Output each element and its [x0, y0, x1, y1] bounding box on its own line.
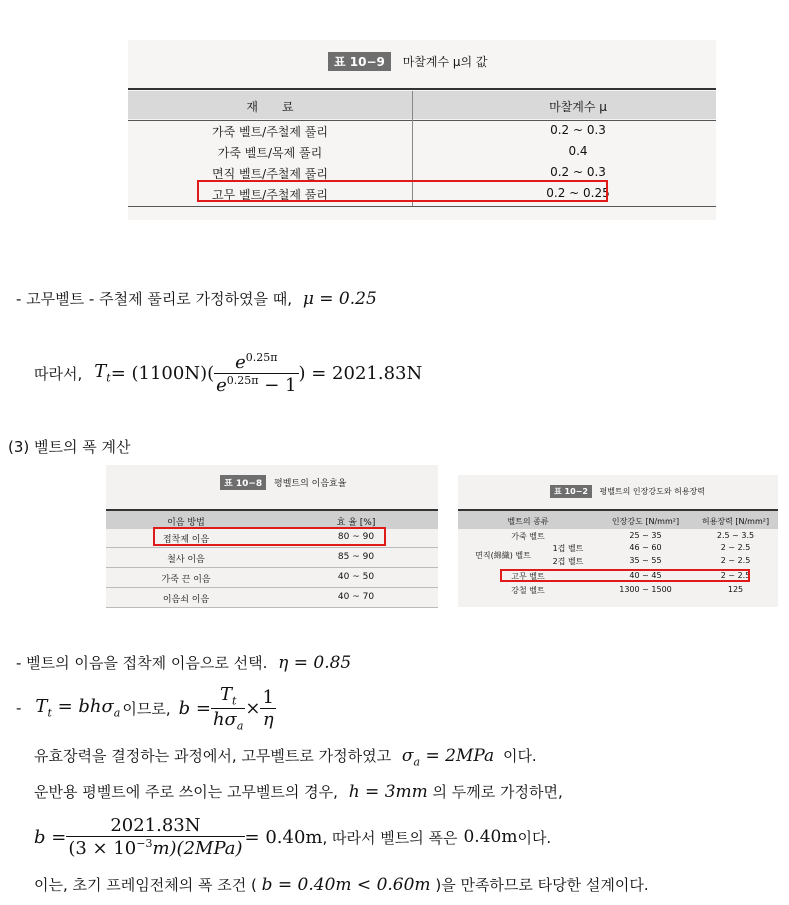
formula-connector: 이므로,: [122, 699, 171, 718]
table-title: 마찰계수 μ의 값: [402, 55, 488, 69]
table-10-2: [458, 475, 778, 607]
table-row: [128, 144, 716, 165]
eq-lhs: = (1100N)(: [110, 362, 215, 384]
group-label: 면직(綿織) 벨트: [475, 551, 531, 560]
fraction-denominator: $h\sigma_a$: [212, 708, 244, 733]
effective-tension-text: 유효장력을 결정하는 과정에서, 고무벨트로 가정하였고: [34, 747, 392, 765]
cell-allow: 2 ~ 2.5: [720, 543, 751, 552]
b-lhs-2: b =: [34, 826, 67, 848]
cell-method: 철사 이음: [167, 555, 205, 565]
width-calc-line: [34, 810, 551, 864]
table-row: [458, 585, 778, 597]
cell-sub: 2겹 벨트: [552, 557, 584, 566]
table-top-rule: [128, 88, 716, 90]
assumption-line: [16, 288, 377, 309]
table-header: [106, 509, 438, 529]
fraction-numerator: 1: [262, 686, 274, 708]
cell-mu: 0.4: [568, 144, 588, 158]
final-check-end: )을 만족하므로 타당한 설계이다.: [435, 876, 649, 894]
tension-equation: [34, 345, 422, 401]
table-title: 평벨트의 인장강도와 허용장력: [599, 487, 706, 496]
table-badge: 표 10−9: [328, 52, 391, 71]
fraction-numerator: $T_t$: [211, 684, 245, 709]
thickness-end: 의 두께로 가정하면,: [432, 783, 563, 801]
table-row: [458, 543, 778, 555]
fraction-denominator: η: [262, 708, 274, 730]
cell-strength: 46 ~ 60: [629, 543, 662, 552]
table-header: [458, 509, 778, 529]
mu-value: μ = 0.25: [302, 289, 377, 309]
table-badge: 표 10−2: [550, 485, 592, 498]
final-check-line: [34, 874, 649, 895]
b-lhs: b =: [178, 697, 211, 719]
final-check-text: 이는, 초기 프레임전체의 폭 조건 (: [34, 876, 257, 894]
width-formula-line: [16, 684, 276, 732]
join-selection-text: - 벨트의 이음을 접착제 이음으로 선택.: [16, 654, 268, 672]
times-sign: ×: [245, 697, 261, 719]
assumption-text: - 고무벨트 - 주철제 풀리로 가정하였을 때,: [16, 290, 293, 308]
table-header: [128, 91, 716, 119]
header-kind: 벨트의 종류: [507, 517, 549, 526]
cell-material: 가죽 벨트/목제 풀리: [217, 146, 323, 160]
fraction-denominator: $(3 \times 10^{-3}m)(2MPa)$: [68, 837, 243, 859]
join-selection-line: [16, 652, 351, 673]
cell-method: 이음쇠 이음: [162, 595, 210, 605]
cell-allow: 2.5 ~ 3.5: [716, 531, 755, 540]
eta-fraction: [260, 687, 275, 730]
cell-allow: 125: [727, 585, 744, 594]
cell-material: 면직 벨트/주철제 풀리: [211, 167, 328, 181]
cell-method: 가죽 끈 이음: [161, 575, 211, 585]
table-row: [106, 567, 438, 588]
cell-strength: 40 ~ 45: [629, 571, 662, 580]
cell-mu: 0.2 ~ 0.25: [546, 186, 610, 200]
cell-method: 접착제 이음: [162, 535, 210, 545]
eq-result: ) = 2021.83N: [298, 362, 423, 384]
highlight-box-adhesive: [153, 527, 386, 546]
width-condition: b = 0.40m < 0.60m: [261, 875, 431, 895]
cell-strength: 1300 ~ 1500: [619, 585, 672, 594]
cell-kind: 고무 벨트: [511, 572, 545, 581]
eta-value: η = 0.85: [278, 653, 352, 673]
section-heading-3: (3) 벨트의 폭 계산: [8, 438, 131, 456]
table-caption: [328, 52, 488, 71]
table-row: [128, 123, 716, 144]
highlight-box-rubber-belt-2: [500, 569, 750, 582]
table-title: 평벨트의 이음효율: [274, 479, 347, 489]
effective-tension-end: 이다.: [502, 747, 537, 765]
table-badge: 표 10−8: [220, 475, 266, 490]
cell-mu: 0.2 ~ 0.3: [550, 123, 606, 137]
header-rule: [128, 120, 716, 121]
tension-fraction: [211, 684, 245, 732]
table-caption: [550, 485, 705, 498]
thickness-line: [34, 781, 563, 802]
cell-kind: 가죽 벨트: [511, 532, 545, 541]
header-mu: 마찰계수 μ: [549, 100, 607, 114]
cell-material: 가죽 벨트/주철제 풀리: [211, 125, 328, 139]
cell-eff: 85 ~ 90: [337, 552, 375, 562]
cell-allow: 2 ~ 2.5: [720, 556, 751, 565]
cell-strength: 25 ~ 35: [629, 531, 662, 540]
table-row: [106, 587, 438, 608]
width-fraction: [66, 815, 244, 859]
width-value: 0.40m: [463, 827, 518, 847]
cell-eff: 40 ~ 50: [337, 572, 375, 582]
header-efficiency: 효 율 [%]: [336, 518, 376, 528]
header-allow: 허용장력 [N/mm²]: [701, 517, 770, 526]
tension-relation: $T_t = bh\sigma_a$: [35, 696, 121, 720]
cell-allow: 2 ~ 2.5: [720, 571, 751, 580]
table-caption: [220, 475, 346, 490]
tt-symbol: $T_t$: [94, 361, 111, 385]
cell-material: 고무 벨트/주철제 풀리: [211, 188, 328, 202]
fraction-denominator: $e^{0.25\pi} - 1$: [216, 373, 297, 396]
header-material: 재 료: [246, 100, 294, 114]
therefore-label: 따라서,: [34, 364, 83, 383]
cell-eff: 40 ~ 70: [337, 592, 375, 602]
width-conclusion-end: 이다.: [517, 828, 552, 847]
sigma-value: $\sigma_a = 2MPa$: [401, 746, 495, 769]
cell-mu: 0.2 ~ 0.3: [550, 165, 606, 179]
exp-fraction: [214, 351, 298, 396]
table-row: [106, 547, 438, 568]
width-result: = 0.40m: [244, 826, 323, 848]
fraction-numerator: $e^{0.25\pi}$: [214, 351, 298, 374]
cell-kind: 강철 벨트: [511, 586, 545, 595]
header-method: 이음 방법: [167, 518, 205, 528]
effective-tension-line: [34, 745, 537, 768]
header-strength: 인장강도 [N/mm²]: [611, 517, 680, 526]
table-row: [458, 556, 778, 568]
cell-strength: 35 ~ 55: [629, 556, 662, 565]
thickness-text: 운반용 평벨트에 주로 쓰이는 고무벨트의 경우,: [34, 783, 338, 801]
table-row: [458, 531, 778, 543]
cell-sub: 1겹 벨트: [552, 544, 584, 553]
fraction-numerator: 2021.83N: [66, 815, 244, 837]
formula-dash: -: [16, 699, 22, 717]
table-bottom-rule: [128, 206, 716, 207]
h-value: h = 3mm: [348, 782, 428, 802]
highlight-box-rubber-belt: [197, 180, 608, 202]
width-conclusion: , 따라서 벨트의 폭은: [322, 828, 458, 847]
cell-eff: 80 ~ 90: [337, 532, 375, 542]
